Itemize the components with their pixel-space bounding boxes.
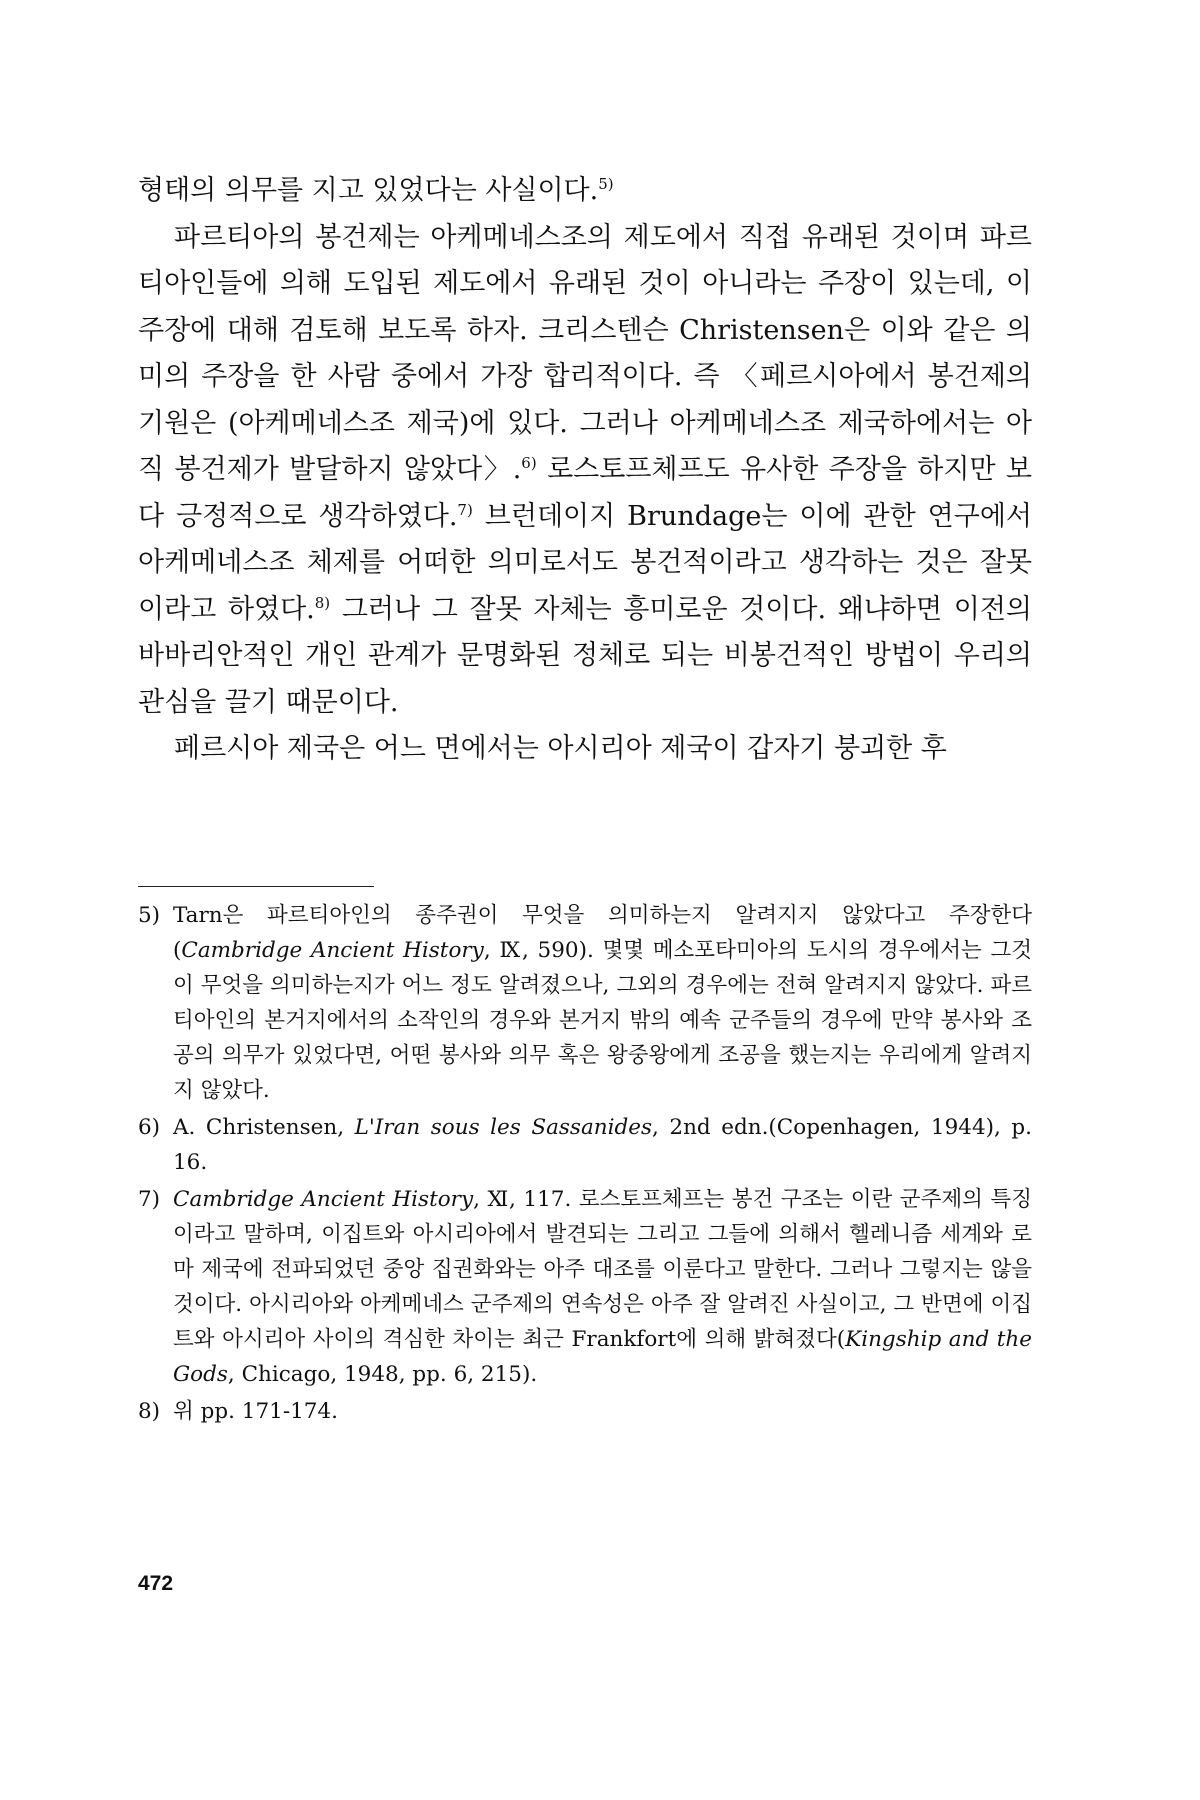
paragraph-1 [138, 168, 1032, 215]
footnote-text: , 2nd edn.(Copenhagen, 1944), p. 16. [173, 1115, 1032, 1175]
footnote-6 [138, 1110, 1032, 1180]
footnote-text: , Chicago, 1948, pp. 6, 215). [227, 1362, 538, 1387]
footnote-7 [138, 1182, 1032, 1392]
footnote-ref-5: 5) [598, 175, 614, 193]
main-text [138, 168, 1032, 773]
page-number: 472 [138, 1572, 174, 1595]
paragraph-2-sentence-1: 파르티아의 봉건제는 아케메네스조의 제도에서 직접 유래된 것이며 파르티아인들에 의해 도입된 제도에서 유래된 것이 아니라는 주장이 있는데, 이 주장에 대해 검토해 보도록 하자. 크리스텐슨 Christensen은 이와 같은 의미의 주장을 한 사람 중에서 가장 합리적이다. 즉 〈페르시아에서 봉건제의 기원은 (아케메네스조 제국)에 있다. 그러나 아케메네스조 제국하에서는 아직 봉건제가 발달하지 않았다〉. [138, 221, 1032, 485]
paragraph-1-text: 형태의 의무를 지고 있었다는 사실이다. [138, 175, 599, 206]
footnote-number: 7) [138, 1187, 161, 1212]
footnotes [138, 898, 1032, 1431]
paragraph-3-text: 페르시아 제국은 어느 면에서는 아시리아 제국이 갑자기 붕괴한 후 [174, 733, 947, 764]
footnote-italic-title: Kingship and the Gods [173, 1327, 1032, 1387]
footnote-8 [138, 1394, 1032, 1429]
paragraph-2-sentence-3: 브런데이지 Brundage는 이에 관한 연구에서 아케메네스조 체제를 어떠한 의미로서도 봉건적이라고 생각하는 것은 잘못이라고 하였다. [138, 500, 1032, 625]
footnote-text: , Ⅸ, 590). 몇몇 메소포타미아의 도시의 경우에서는 그것이 무엇을 의미하는지가 어느 정도 알려졌으나, 그외의 경우에는 전혀 알려지지 않았다. 파르티아인의 본거지에서의 소작인의 경우와 본거지 밖의 예속 군주들의 경우에 만약 봉사와 조공의 의무가 있었다면, 어떤 봉사와 의무 혹은 왕중왕에게 조공을 했는지는 우리에게 알려지지 않았다. [173, 938, 1032, 1103]
footnote-italic-title: Cambridge Ancient History [173, 1187, 474, 1212]
footnote-ref-7: 7) [457, 500, 473, 519]
paragraph-3 [138, 726, 1032, 773]
footnote-text: A. Christensen, [173, 1115, 355, 1140]
paragraph-2-sentence-4: 그러나 그 잘못 자체는 흥미로운 것이다. 왜냐하면 이전의 바바리안적인 개인 관계가 문명화된 정체로 되는 비봉건적인 방법이 우리의 관심을 끌기 때문이다. [138, 593, 1032, 718]
footnote-5 [138, 898, 1032, 1108]
footnote-number: 6) [138, 1115, 161, 1140]
footnote-ref-6: 6) [521, 454, 537, 472]
paragraph-2-sentence-2: 로스토프체프도 유사한 주장을 하지만 보다 긍정적으로 생각하였다. [138, 454, 1032, 532]
footnote-divider [138, 886, 374, 887]
paragraph-2 [138, 215, 1032, 727]
footnote-text: , Ⅺ, 117. 로스토프체프는 봉건 구조는 이란 군주제의 특징이라고 말하며, 이집트와 아시리아에서 발견되는 그리고 그들에 의해서 헬레니즘 세계와 로마 제국에 전파되었던 중앙 집권화와는 아주 대조를 이룬다고 말한다. 그러나 그렇지는 않을 것이다. 아시리아와 아케메네스 군주제의 연속성은 아주 잘 알려진 사실이고, 그 반면에 이집트와 아시리아 사이의 격심한 차이는 최근 Frankfort에 의해 밝혀졌다( [173, 1187, 1032, 1352]
footnote-number: 5) [138, 903, 161, 928]
footnote-italic-title: Cambridge Ancient History [181, 938, 484, 963]
footnote-italic-title: L'Iran sous les Sassanides [354, 1115, 653, 1140]
footnote-text: 위 pp. 171-174. [173, 1399, 338, 1424]
footnote-number: 8) [138, 1399, 161, 1424]
footnote-text: Tarn은 파르티아인의 종주권이 무엇을 의미하는지 알려지지 않았다고 주장한다( [173, 903, 1032, 963]
footnote-ref-8: 8) [314, 593, 331, 612]
